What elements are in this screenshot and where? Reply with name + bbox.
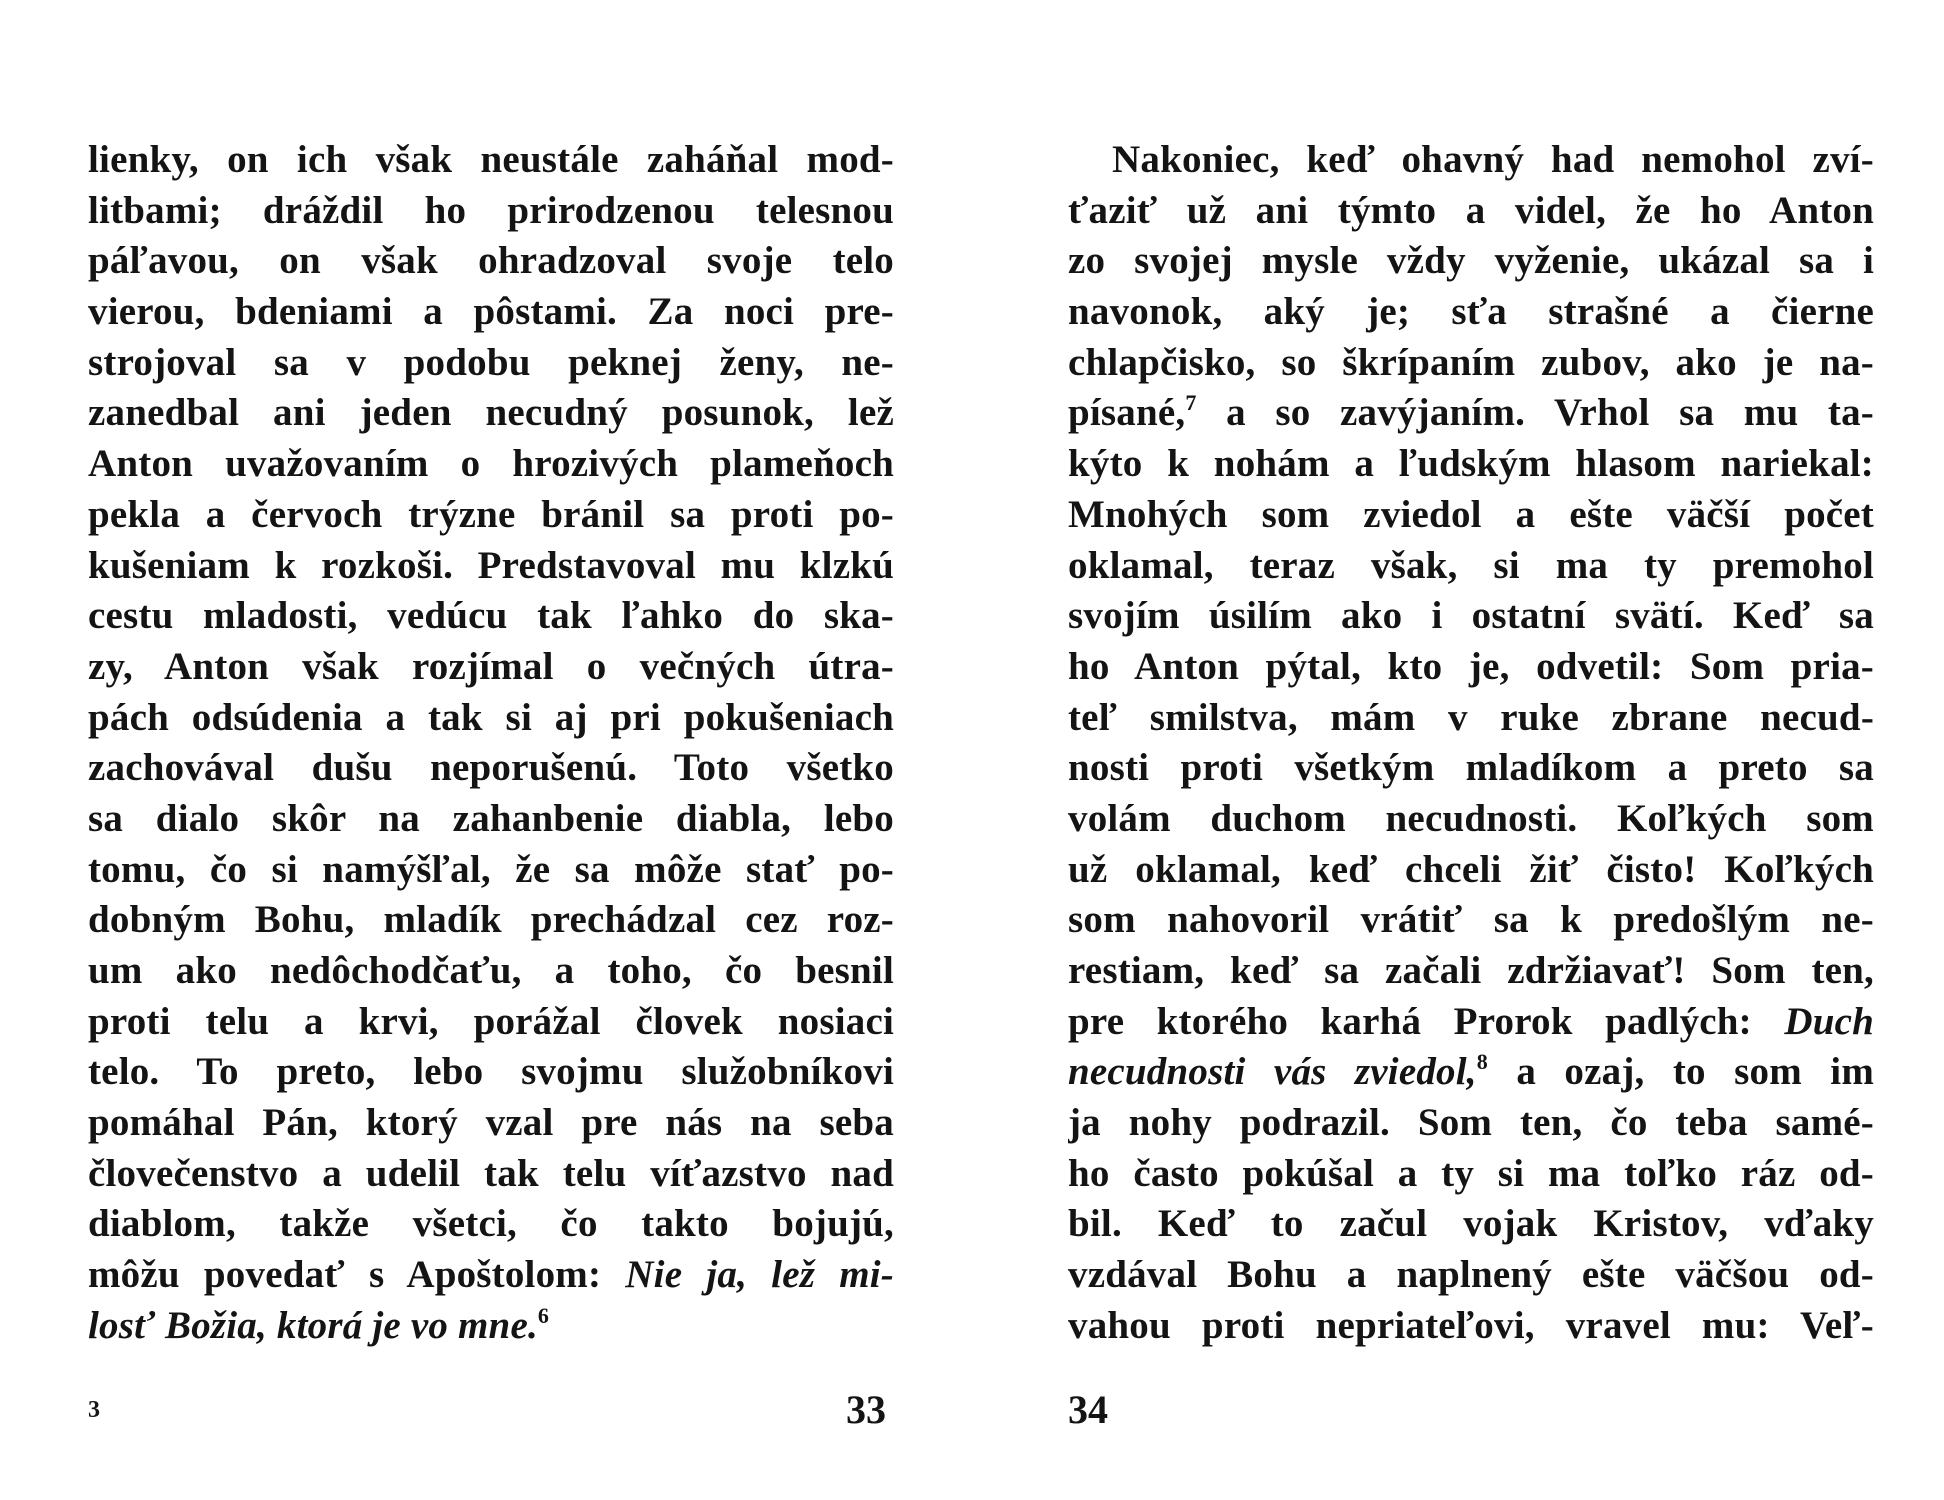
text-line: tomu, čo si namýšľal, že sa môže stať po- bbox=[88, 847, 894, 891]
text-line: telo. To preto, lebo svojmu služobníkovi bbox=[88, 1050, 894, 1094]
footnote-marker: 7 bbox=[1185, 390, 1197, 416]
italic-quote: losť Božia, ktorá je vo mne. bbox=[88, 1303, 538, 1347]
text-line: svojím úsilím ako i ostatní svätí. Keď sa bbox=[1068, 594, 1874, 638]
text-line: strojoval sa v podobu peknej ženy, ne- bbox=[88, 340, 894, 384]
text-line: ho často pokúšal a ty si ma toľko ráz od- bbox=[1068, 1151, 1874, 1195]
text-line: zo svojej mysle vždy vyženie, ukázal sa i bbox=[1068, 239, 1874, 283]
text-line: Mnohých som zviedol a ešte väčší počet bbox=[1068, 492, 1874, 536]
italic-quote: necudnosti vás zviedol, bbox=[1068, 1050, 1477, 1094]
text-line: som nahovoril vrátiť sa k predošlým ne- bbox=[1068, 898, 1874, 942]
text-segment: a so zavýjaním. Vrhol sa mu ta- bbox=[1196, 391, 1874, 435]
text-line: zachovával dušu neporušenú. Toto všetko bbox=[88, 746, 894, 790]
text-line: človečenstvo a udelil tak telu víťazstvo nad bbox=[88, 1151, 894, 1195]
text-line: už oklamal, keď chceli žiť čisto! Koľkých bbox=[1068, 847, 1874, 891]
text-line: kušeniam k rozkoši. Predstavoval mu klzkú bbox=[88, 543, 894, 587]
text-line bbox=[1068, 388, 1874, 439]
left-page-text bbox=[88, 135, 894, 1352]
footnote-marker: 6 bbox=[537, 1302, 550, 1328]
text-segment: a ozaj, to som im bbox=[1487, 1050, 1874, 1094]
text-line: volám duchom necudnosti. Koľkých som bbox=[1068, 796, 1874, 840]
text-line: pekla a červoch trýzne bránil sa proti po- bbox=[88, 492, 894, 536]
text-line: vzdával Bohu a naplnený ešte väčšou od- bbox=[1068, 1253, 1874, 1297]
text-line: pomáhal Pán, ktorý vzal pre nás na seba bbox=[88, 1101, 894, 1145]
text-line: páľavou, on však ohradzoval svoje telo bbox=[88, 239, 894, 283]
text-line: ťaziť už ani týmto a videl, že ho Anton bbox=[1068, 188, 1874, 232]
text-line: navonok, aký je; sťa strašné a čierne bbox=[1068, 290, 1874, 334]
text-line: cestu mladosti, vedúcu tak ľahko do ska- bbox=[88, 594, 894, 638]
text-line: pách odsúdenia a tak si aj pri pokušeniach bbox=[88, 695, 894, 739]
text-line: zy, Anton však rozjímal o večných útra- bbox=[88, 644, 894, 688]
text-segment: pre ktorého karhá Prorok padlých: bbox=[1068, 999, 1785, 1043]
text-line: chlapčisko, so škrípaním zubov, ako je na- bbox=[1068, 340, 1874, 384]
page-number-right: 34 bbox=[1068, 1387, 1108, 1432]
text-segment: môžu povedať s Apoštolom: bbox=[88, 1253, 626, 1297]
text-line: Nakoniec, keď ohavný had nemohol zví- bbox=[1112, 138, 1874, 181]
text-line bbox=[1068, 1047, 1874, 1098]
text-line: vierou, bdeniami a pôstami. Za noci pre- bbox=[88, 290, 894, 334]
text-line bbox=[88, 1301, 894, 1352]
signature-mark: 3 bbox=[88, 1397, 100, 1423]
text-line: lienky, on ich však neustále zaháňal mod- bbox=[88, 138, 894, 181]
text-line: um ako nedôchodčaťu, a toho, čo besnil bbox=[88, 949, 894, 992]
text-segment: písané, bbox=[1068, 391, 1186, 435]
right-page-text bbox=[1068, 135, 1874, 1352]
text-line: dobným Bohu, mladík prechádzal cez roz- bbox=[88, 898, 894, 942]
text-line: zanedbal ani jeden necudný posunok, lež bbox=[88, 391, 894, 435]
page-number-left: 33 bbox=[846, 1387, 886, 1432]
text-line bbox=[1068, 997, 1874, 1048]
italic-quote: Duch bbox=[1784, 999, 1874, 1043]
text-line: teľ smilstva, mám v ruke zbrane necud- bbox=[1068, 695, 1874, 739]
text-line: proti telu a krvi, porážal človek nosiaci bbox=[88, 999, 894, 1043]
text-line: oklamal, teraz však, si ma ty premohol bbox=[1068, 543, 1874, 587]
text-line: kýto k nohám a ľudským hlasom nariekal: bbox=[1068, 442, 1874, 486]
text-line bbox=[88, 1250, 894, 1301]
text-line: diablom, takže všetci, čo takto bojujú, bbox=[88, 1202, 894, 1246]
text-line: bil. Keď to začul vojak Kristov, vďaky bbox=[1068, 1202, 1874, 1246]
text-line: ja nohy podrazil. Som ten, čo teba samé- bbox=[1068, 1101, 1874, 1145]
text-line: sa dialo skôr na zahanbenie diabla, lebo bbox=[88, 796, 894, 840]
text-line: nosti proti všetkým mladíkom a preto sa bbox=[1068, 746, 1874, 790]
footnote-marker: 8 bbox=[1476, 1049, 1488, 1075]
text-line: Anton uvažovaním o hrozivých plameňoch bbox=[88, 442, 894, 486]
text-line: restiam, keď sa začali zdržiavať! Som ten, bbox=[1068, 949, 1874, 992]
text-line: vahou proti nepriateľovi, vravel mu: Veľ- bbox=[1068, 1303, 1874, 1347]
text-line: litbami; dráždil ho prirodzenou telesnou bbox=[88, 188, 894, 232]
text-line: ho Anton pýtal, kto je, odvetil: Som pria- bbox=[1068, 644, 1874, 688]
italic-quote: Nie ja, lež mi- bbox=[625, 1253, 894, 1297]
